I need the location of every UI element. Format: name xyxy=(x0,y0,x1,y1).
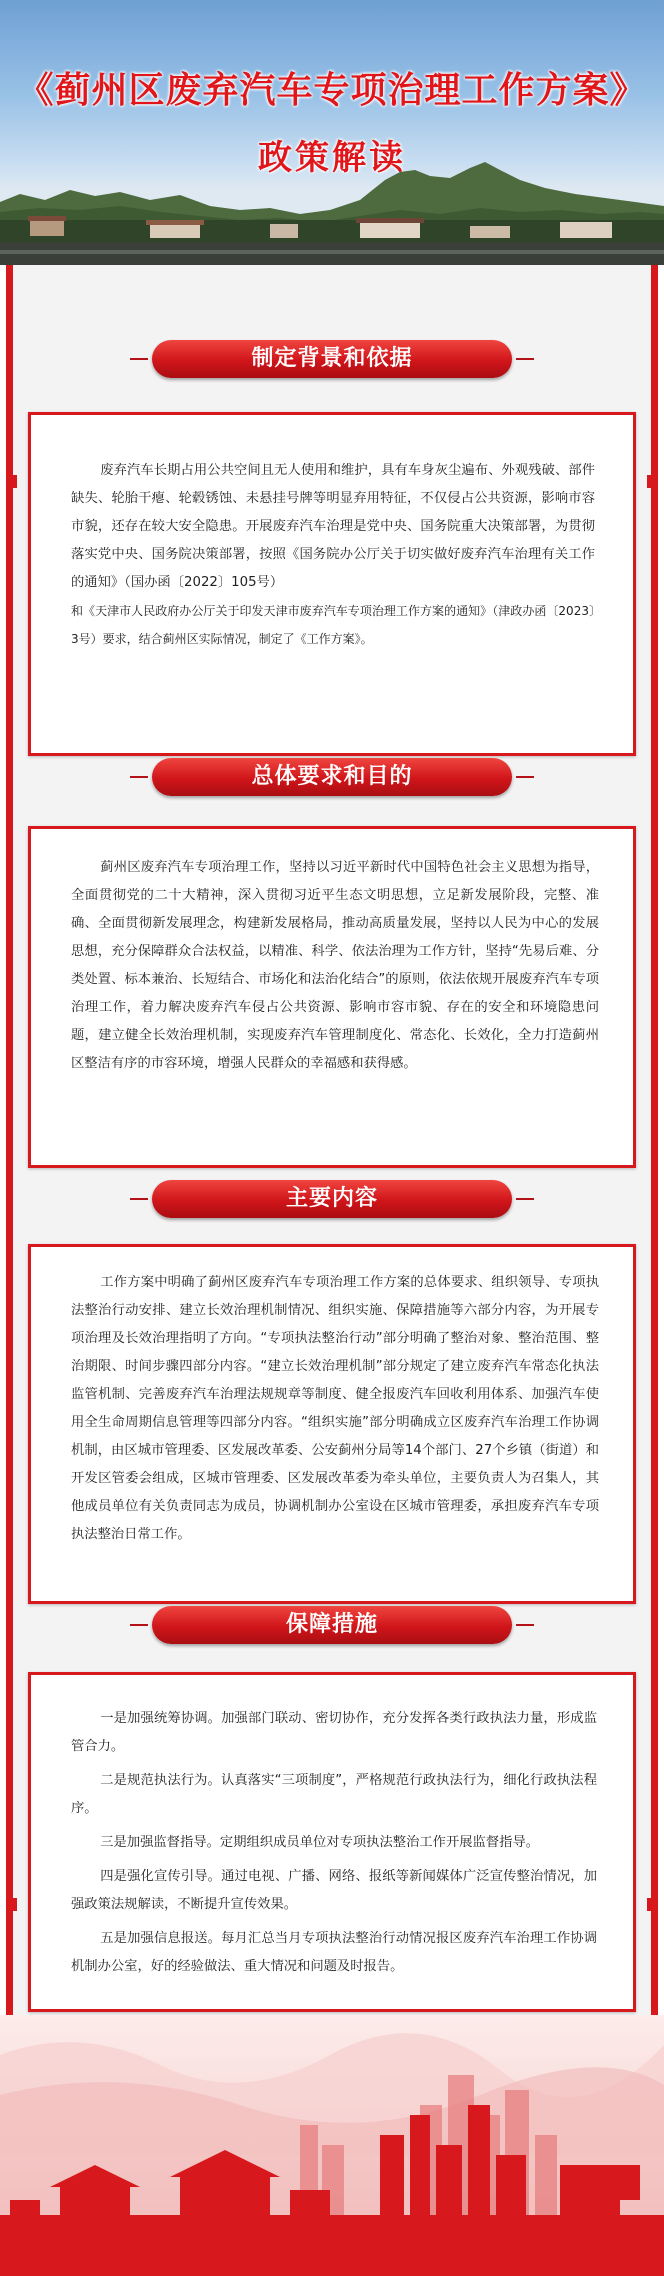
section-box-objectives xyxy=(28,826,636,1168)
section-box-content xyxy=(28,1244,636,1604)
frame-decoration xyxy=(647,475,658,488)
section-paragraph: 工作方案中明确了蓟州区废弃汽车专项治理工作方案的总体要求、组织领导、专项执法整治行动安排、建立长效治理机制情况、组织实施、保障措施等六部分内容，为开展专项治理及长效治理指明了方向。“专项执法整治行动”部分明确了整治对象、整治范围、整治期限、时间步骤四部分内容。“建立长效治理机制”部分规定了建立废弃汽车常态化执法监管机制、完善废弃汽车治理法规规章等制度、健全报废汽车回收利用体系、加强汽车使用全生命周期信息管理等四部分内容。“组织实施”部分明确成立区废弃汽车治理工作协调机制，由区城市管理委、区发展改革委、公安蓟州分局等14个部门、27个乡镇（街道）和开发区管委会组成，区城市管理委、区发展改革委为牵头单位，主要负责人为召集人，其他成员单位有关负责同志为成员，协调机制办公室设在区城市管理委，承担废弃汽车专项执法整治日常工作。 xyxy=(71,1275,599,1542)
section-paragraph: 蓟州区废弃汽车专项治理工作，坚持以习近平新时代中国特色社会主义思想为指导，全面贯彻党的二十大精神，深入贯彻习近平生态文明思想，立足新发展阶段，完整、准确、全面贯彻新发展理念，构建新发展格局，推动高质量发展，坚持以人民为中心的发展思想，充分保障群众合法权益，以精准、科学、依法治理为工作方针，坚持“先易后难、分类处置、标本兼治、长短结合、市场化和法治化结合”的原则，依法依规开展废弃汽车专项治理工作，着力解决废弃汽车侵占公共资源、影响市容市貌、存在的安全和环境隐患问题，建立健全长效治理机制，实现废弃汽车管理制度化、常态化、长效化，全力打造蓟州区整洁有序的市容环境，增强人民群众的幸福感和获得感。 xyxy=(71,860,599,1071)
mountain-landscape-illustration xyxy=(0,150,664,265)
page-title: 《蓟州区废弃汽车专项治理工作方案》 xyxy=(17,70,647,111)
page-subtitle: 政策解读 xyxy=(258,138,406,178)
frame-decoration xyxy=(647,1898,658,1911)
city-skyline-illustration xyxy=(0,2015,664,2276)
header-banner xyxy=(0,0,664,265)
section-heading-content: 主要内容 xyxy=(152,1180,512,1218)
section-box-background xyxy=(28,412,636,756)
frame-decoration xyxy=(6,1898,17,1911)
section-paragraph: 和《天津市人民政府办公厅关于印发天津市废弃汽车专项治理工作方案的通知》（津政办函〔2023〕3号）要求，结合蓟州区实际情况，制定了《工作方案》。 xyxy=(71,604,595,646)
safeguard-item: 三是加强监督指导。定期组织成员单位对专项执法整治工作开展监督指导。 xyxy=(100,1835,540,1850)
section-box-safeguards xyxy=(28,1672,636,2012)
footer-city-skyline xyxy=(0,2015,664,2276)
section-heading-background: 制定背景和依据 xyxy=(152,340,512,378)
section-heading-safeguards: 保障措施 xyxy=(152,1606,512,1644)
safeguard-item: 一是加强统筹协调。加强部门联动、密切协作，充分发挥各类行政执法力量，形成监管合力。 xyxy=(71,1711,597,1754)
safeguard-item: 四是强化宣传引导。通过电视、广播、网络、报纸等新闻媒体广泛宣传整治情况，加强政策法规解读，不断提升宣传效果。 xyxy=(71,1869,597,1912)
safeguard-item: 五是加强信息报送。每月汇总当月专项执法整治行动情况报区废弃汽车治理工作协调机制办公室，好的经验做法、重大情况和问题及时报告。 xyxy=(71,1931,597,1974)
section-paragraph: 废弃汽车长期占用公共空间且无人使用和维护，具有车身灰尘遍布、外观残破、部件缺失、轮胎干瘪、轮毂锈蚀、未悬挂号牌等明显弃用特征，不仅侵占公共资源，影响市容市貌，还存在较大安全隐患。开展废弃汽车治理是党中央、国务院重大决策部署，为贯彻落实党中央、国务院决策部署，按照《国务院办公厅关于切实做好废弃汽车治理有关工作的通知》（国办函〔2022〕105号） xyxy=(71,463,595,590)
frame-decoration xyxy=(6,475,17,488)
safeguard-item: 二是规范执法行为。认真落实“三项制度”，严格规范行政执法行为，细化行政执法程序。 xyxy=(71,1773,597,1816)
section-heading-objectives: 总体要求和目的 xyxy=(152,758,512,796)
